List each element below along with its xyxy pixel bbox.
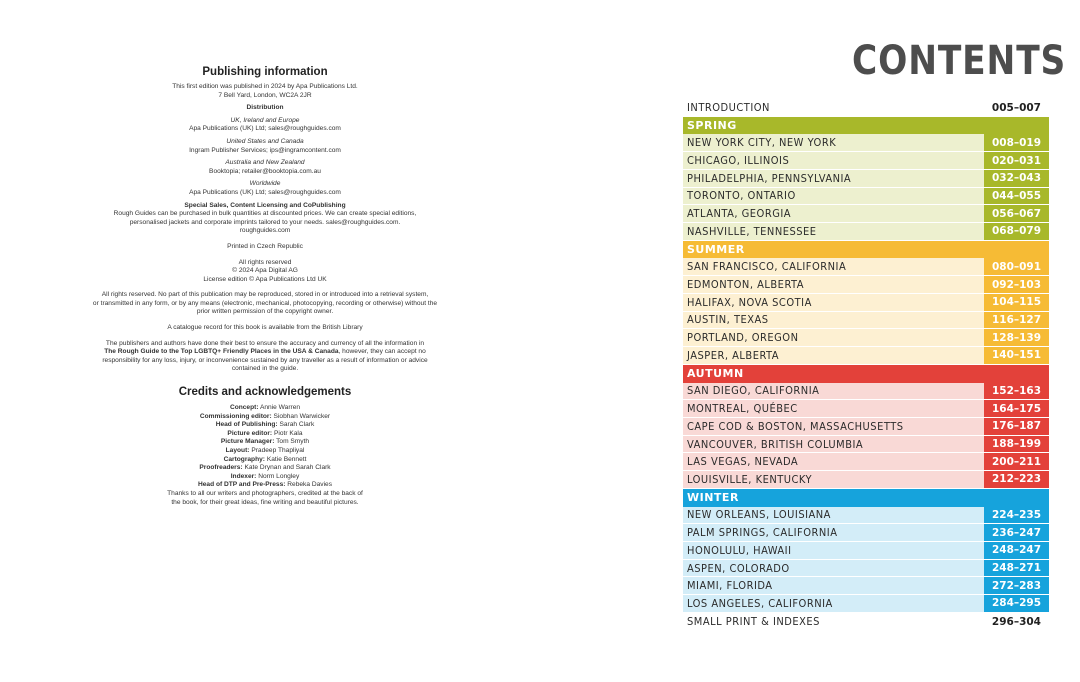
toc-entry[interactable]: [683, 347, 1049, 365]
toc-entry[interactable]: [683, 329, 1049, 347]
toc-entry-name: LAS VEGAS, NEVADA: [687, 455, 799, 469]
toc-entry[interactable]: [683, 188, 1049, 206]
toc-entry[interactable]: [683, 205, 1049, 223]
toc-entry[interactable]: [683, 152, 1049, 170]
credit-value: Tom Smyth: [276, 438, 310, 446]
credit-line: [84, 447, 446, 456]
credit-value: Piotr Kala: [273, 429, 303, 437]
toc-entry[interactable]: [683, 471, 1049, 489]
toc-entry-pages: 128–139: [984, 329, 1049, 346]
toc-entry-name: PALM SPRINGS, CALIFORNIA: [687, 526, 838, 540]
toc-entry[interactable]: [683, 524, 1049, 542]
toc-entry-name: MONTREAL, QUÉBEC: [687, 402, 798, 416]
credit-value: Pradeep Thapliyal: [251, 447, 305, 454]
toc-entry-pages: [984, 117, 1049, 135]
toc-entry[interactable]: [683, 507, 1049, 525]
region-uk: UK, Ireland and Europe: [230, 116, 300, 124]
credit-value: Siobhan Warwicker: [273, 412, 331, 420]
toc-entry-name: SMALL PRINT & INDEXES: [687, 615, 820, 629]
toc-entry-name: LOUISVILLE, KENTUCKY: [687, 472, 813, 486]
toc-entry-name: SAN DIEGO, CALIFORNIA: [687, 384, 820, 398]
toc-entry-name: NEW YORK CITY, NEW YORK: [687, 136, 837, 150]
address-line: 7 Bell Yard, London, WC2A 2JR: [218, 91, 312, 99]
credit-value: Rebeka Davies: [287, 481, 333, 489]
toc-entry[interactable]: [683, 258, 1049, 276]
toc-entry[interactable]: [683, 312, 1049, 330]
disclaimer-line: The publishers and authors have done their best to ensure the accuracy and currency of all the information in: [105, 339, 425, 347]
toc-entry-pages: 005–007: [991, 101, 1041, 114]
printed-in: Printed in Czech Republic: [227, 242, 303, 250]
legal-line: All rights reserved. No part of this publication may be reproduced, stored in or introduced into a retrieval system,: [101, 291, 429, 299]
contents-title: CONTENTS: [852, 38, 1067, 84]
toc-entry[interactable]: [683, 383, 1049, 401]
toc-entry[interactable]: [683, 577, 1049, 595]
toc-entry-name: HALIFAX, NOVA SCOTIA: [687, 295, 812, 309]
credit-line: [84, 404, 446, 413]
credit-value: Norm Longley: [258, 472, 300, 480]
toc-entry-pages: 248–271: [984, 560, 1049, 577]
book-title: The Rough Guide to the Top LGBTQ+ Friendly Places in the USA & Canada: [104, 348, 339, 356]
toc-entry[interactable]: [683, 276, 1049, 294]
credit-line: [84, 413, 446, 422]
credit-line: [84, 421, 446, 430]
credit-label: Indexer:: [230, 472, 257, 480]
credit-label: Picture editor:: [227, 429, 273, 437]
toc-entry-pages: 092–103: [984, 276, 1049, 293]
region-uk-contact: Apa Publications (UK) Ltd; sales@roughguides.com: [189, 125, 341, 133]
toc-entry[interactable]: [683, 170, 1049, 188]
special-sales-line: Rough Guides can be purchased in bulk quantities at discounted prices. We can create special editions,: [113, 210, 417, 218]
legal-line: or transmitted in any form, or by any means (electronic, mechanical, photocopying, recording or otherwise) without the: [92, 299, 438, 307]
rights-line: All rights reserved: [238, 258, 292, 266]
region-au-contact: Booktopia; retailer@booktopia.com.au: [209, 167, 321, 175]
toc-entry-pages: 296–304: [991, 615, 1041, 628]
toc-entry-pages: 176–187: [984, 418, 1049, 435]
credit-label: Head of Publishing:: [215, 421, 278, 429]
credit-line: [84, 473, 446, 482]
toc-entry-pages: 068–079: [984, 223, 1049, 240]
toc-entry-pages: 164–175: [984, 400, 1049, 417]
toc-entry-pages: [984, 241, 1049, 259]
toc-entry-pages: 236–247: [984, 524, 1049, 541]
region-au: Australia and New Zealand: [225, 159, 305, 167]
credits-title: Credits and acknowledgements: [178, 386, 352, 399]
thanks-line: the book, for their great ideas, fine writing and beautiful pictures.: [171, 498, 359, 506]
toc-entry-pages: 200–211: [984, 453, 1049, 470]
credits-list: [84, 404, 446, 490]
toc-entry-pages: 248–247: [984, 542, 1049, 559]
toc-entry[interactable]: [683, 134, 1049, 152]
toc-entry-name: AUSTIN, TEXAS: [687, 313, 769, 327]
toc-entry-name: TORONTO, ONTARIO: [687, 189, 796, 203]
toc-entry[interactable]: [683, 542, 1049, 560]
toc-entry-pages: 284–295: [984, 595, 1049, 612]
toc-entry-name: ASPEN, COLORADO: [687, 561, 790, 575]
toc-entry-name: PHILADELPHIA, PENNSYLVANIA: [687, 171, 852, 185]
toc-small-print[interactable]: [683, 613, 1049, 631]
toc-entry-pages: 272–283: [984, 577, 1049, 594]
distribution-heading: Distribution: [246, 104, 284, 112]
toc-entry[interactable]: [683, 223, 1049, 241]
table-of-contents: [683, 99, 1049, 631]
special-sales-heading: Special Sales, Content Licensing and CoPublishing: [184, 201, 346, 209]
publishing-title: Publishing information: [202, 66, 328, 78]
toc-entry-pages: 008–019: [984, 134, 1049, 151]
special-sales-line: personalised jackets and corporate imprints tailored to your needs. sales@roughguides.com.: [129, 218, 401, 226]
toc-section-header[interactable]: [683, 489, 1049, 507]
credit-line: [84, 456, 446, 465]
toc-entry-pages: [984, 365, 1049, 383]
disclaimer-line: [84, 348, 446, 357]
toc-entry-name: NASHVILLE, TENNESSEE: [687, 224, 817, 238]
credit-line: [84, 438, 446, 447]
toc-section-header[interactable]: [683, 117, 1049, 135]
toc-entry-name: HONOLULU, HAWAII: [687, 543, 792, 557]
credit-label: Layout:: [225, 447, 250, 454]
edition-line: This first edition was published in 2024 by Apa Publications Ltd.: [172, 83, 358, 90]
toc-entry-name: WINTER: [687, 491, 739, 505]
toc-entry-pages: 056–067: [984, 205, 1049, 222]
website-link: roughguides.com: [239, 227, 291, 235]
toc-entry[interactable]: [683, 436, 1049, 454]
disclaimer-line: responsibility for any loss, injury, or inconvenience sustained by any traveller as a result of information or advice: [102, 356, 428, 364]
toc-entry-pages: 032–043: [984, 170, 1049, 187]
credit-label: Head of DTP and Pre-Press:: [197, 481, 286, 489]
disclaimer-tail: , however, they can accept no: [338, 348, 426, 356]
toc-entry[interactable]: [683, 595, 1049, 613]
toc-entry[interactable]: [683, 453, 1049, 471]
toc-entry-pages: 116–127: [984, 312, 1049, 329]
toc-section-header[interactable]: [683, 365, 1049, 383]
toc-entry-name: SAN FRANCISCO, CALIFORNIA: [687, 260, 847, 274]
toc-entry[interactable]: [683, 294, 1049, 312]
toc-entry-name: AUTUMN: [687, 367, 744, 381]
region-worldwide-contact: Apa Publications (UK) Ltd; sales@roughguides.com: [189, 188, 341, 196]
toc-entry-name: VANCOUVER, BRITISH COLUMBIA: [687, 437, 864, 451]
toc-entry-pages: 212–223: [984, 471, 1049, 488]
toc-entry[interactable]: [683, 560, 1049, 578]
copyright-line: © 2024 Apa Digital AG: [232, 267, 298, 275]
thanks-line: Thanks to all our writers and photographers, credited at the back of: [167, 489, 363, 497]
toc-entry-name: SPRING: [687, 119, 737, 133]
credit-value: Kate Drynan and Sarah Clark: [244, 464, 331, 472]
toc-entry-name: EDMONTON, ALBERTA: [687, 278, 804, 292]
credit-value: Sarah Clark: [279, 421, 315, 429]
toc-entry[interactable]: [683, 418, 1049, 436]
toc-entry-name: JASPER, ALBERTA: [687, 348, 780, 362]
region-us: United States and Canada: [226, 137, 304, 145]
toc-entry[interactable]: [683, 400, 1049, 418]
toc-entry-name: CAPE COD & BOSTON, MASSACHUSETTS: [687, 419, 904, 433]
disclaimer-line: contained in the guide.: [231, 365, 299, 373]
toc-section-header[interactable]: [683, 241, 1049, 259]
credit-value: Annie Warren: [259, 404, 301, 412]
toc-entry-pages: 188–199: [984, 436, 1049, 453]
toc-entry-pages: 140–151: [984, 347, 1049, 364]
credit-value: Katie Bennett: [266, 455, 307, 463]
toc-introduction[interactable]: [683, 99, 1049, 117]
toc-entry-name: MIAMI, FLORIDA: [687, 579, 773, 593]
region-worldwide: Worldwide: [249, 180, 281, 188]
credit-label: Cartography:: [223, 455, 265, 463]
region-us-contact: Ingram Publisher Services; ips@ingramcontent.com: [189, 146, 341, 154]
toc-entry-pages: [984, 489, 1049, 507]
toc-entry-name: ATLANTA, GEORGIA: [687, 207, 792, 221]
toc-entry-pages: 152–163: [984, 383, 1049, 400]
publishing-information-column: [84, 66, 446, 507]
credit-label: Proofreaders:: [199, 464, 243, 472]
legal-line: prior written permission of the copyright owner.: [196, 308, 334, 316]
toc-entry-pages: 044–055: [984, 188, 1049, 205]
toc-entry-pages: 224–235: [984, 507, 1049, 524]
credit-label: Commissioning editor:: [199, 412, 272, 420]
toc-entry-pages: 080–091: [984, 258, 1049, 275]
toc-entry-name: PORTLAND, OREGON: [687, 331, 799, 345]
toc-entry-name: SUMMER: [687, 243, 745, 257]
toc-entry-name: LOS ANGELES, CALIFORNIA: [687, 596, 833, 610]
credit-line: [84, 481, 446, 490]
credit-label: Picture Manager:: [220, 438, 275, 446]
credit-label: Concept:: [229, 404, 259, 412]
toc-entry-name: NEW ORLEANS, LOUISIANA: [687, 508, 831, 522]
credit-line: [84, 430, 446, 439]
catalogue-record: A catalogue record for this book is available from the British Library: [167, 324, 363, 332]
license-line: License edition © Apa Publications Ltd UK: [203, 275, 327, 283]
toc-entry-name: CHICAGO, ILLINOIS: [687, 154, 790, 168]
toc-entry-name: INTRODUCTION: [687, 101, 770, 115]
credit-line: [84, 464, 446, 473]
toc-entry-pages: 020–031: [984, 152, 1049, 169]
toc-entry-pages: 104–115: [984, 294, 1049, 311]
